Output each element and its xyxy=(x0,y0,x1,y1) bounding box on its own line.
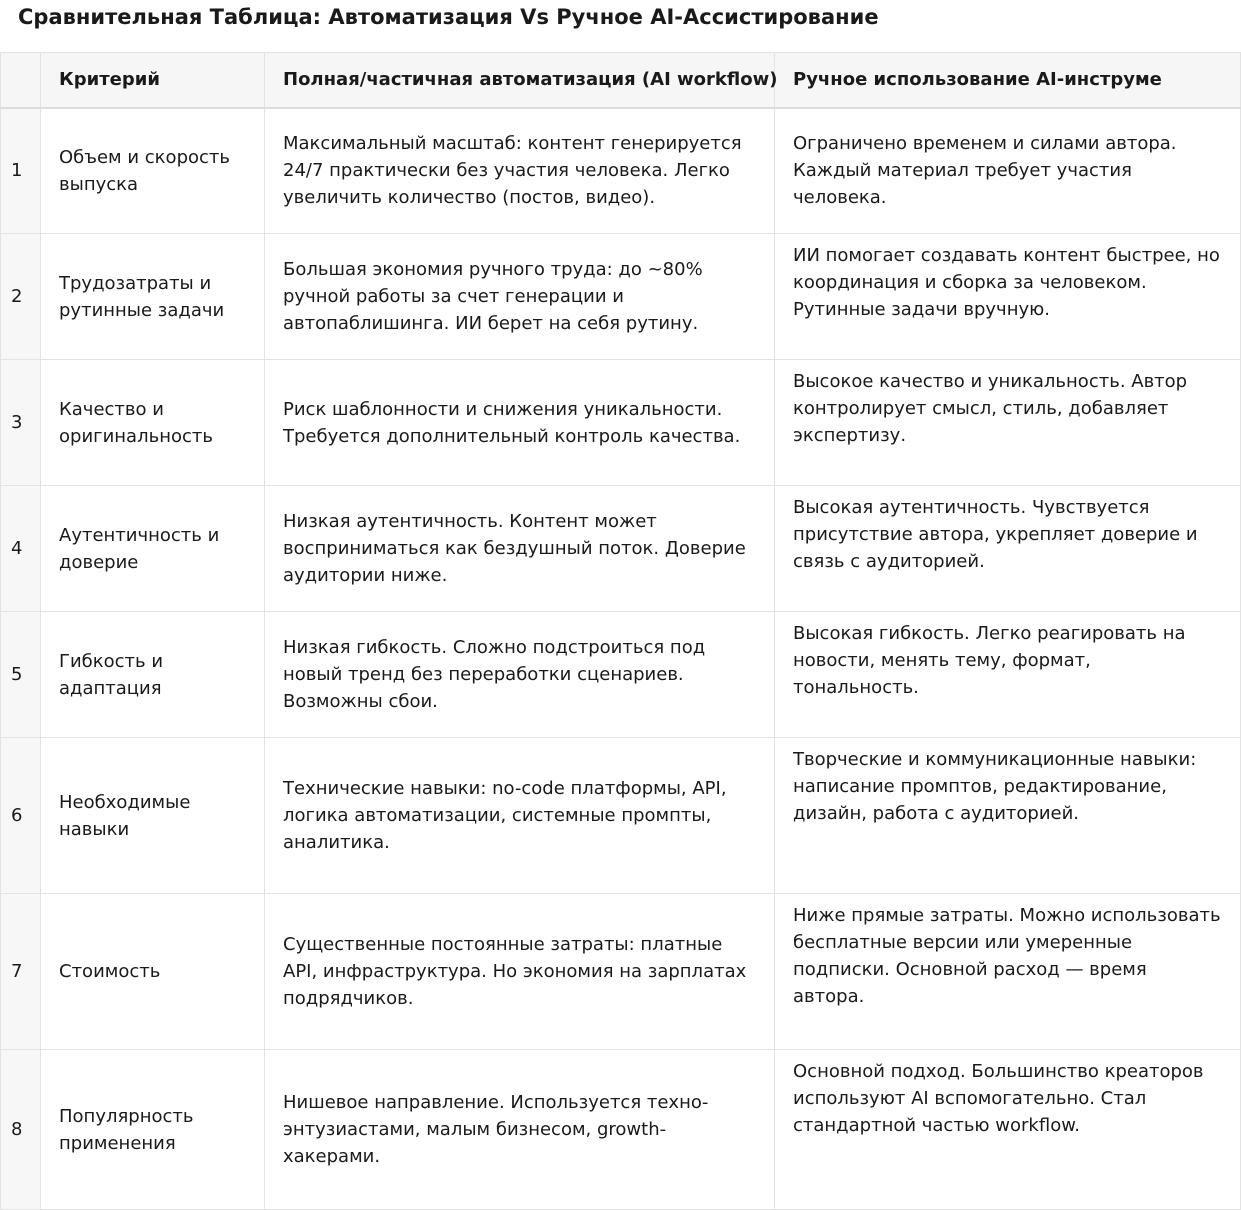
header-automation: Полная/частичная автоматизация (AI workflow) xyxy=(265,53,775,108)
row-manual: Высокое качество и уникальность. Автор контролирует смысл, стиль, добавляет экспертизу. xyxy=(775,360,1241,486)
row-manual: Высокая аутентичность. Чувствуется присутствие автора, укрепляет доверие и связь с аудиторией. xyxy=(775,486,1241,612)
row-criterion: Необходимые навыки xyxy=(41,738,265,894)
row-criterion: Стоимость xyxy=(41,894,265,1050)
row-number: 4 xyxy=(1,486,41,612)
table-row xyxy=(1,1050,1241,1210)
table-row xyxy=(1,738,1241,894)
row-number: 2 xyxy=(1,234,41,360)
row-number: 5 xyxy=(1,612,41,738)
row-automation: Технические навыки: no-code платформы, API, логика автоматизации, системные промпты, аналитика. xyxy=(265,738,775,894)
row-criterion: Популярность применения xyxy=(41,1050,265,1210)
table-row xyxy=(1,612,1241,738)
row-criterion: Объем и скорость выпуска xyxy=(41,108,265,234)
row-criterion: Гибкость и адаптация xyxy=(41,612,265,738)
header-manual: Ручное использование AI-инструме xyxy=(775,53,1241,108)
row-automation: Низкая гибкость. Сложно подстроиться под новый тренд без переработки сценариев. Возможны сбои. xyxy=(265,612,775,738)
row-number: 6 xyxy=(1,738,41,894)
row-manual: Высокая гибкость. Легко реагировать на новости, менять тему, формат, тональность. xyxy=(775,612,1241,738)
table-row xyxy=(1,108,1241,234)
row-number: 3 xyxy=(1,360,41,486)
row-automation: Существенные постоянные затраты: платные API, инфраструктура. Но экономия на зарплатах подрядчиков. xyxy=(265,894,775,1050)
row-automation: Риск шаблонности и снижения уникальности. Требуется дополнительный контроль качества. xyxy=(265,360,775,486)
table-row xyxy=(1,234,1241,360)
row-manual: Творческие и коммуникационные навыки: написание промптов, редактирование, дизайн, работа с аудиторией. xyxy=(775,738,1241,894)
row-automation: Низкая аутентичность. Контент может восприниматься как бездушный поток. Доверие аудитории ниже. xyxy=(265,486,775,612)
header-number xyxy=(1,53,41,108)
row-number: 7 xyxy=(1,894,41,1050)
table-header-row xyxy=(1,53,1241,108)
table-row xyxy=(1,894,1241,1050)
row-number: 8 xyxy=(1,1050,41,1210)
row-manual: ИИ помогает создавать контент быстрее, но координация и сборка за человеком. Рутинные задачи вручную. xyxy=(775,234,1241,360)
row-criterion: Качество и оригинальность xyxy=(41,360,265,486)
comparison-table xyxy=(0,52,1241,1210)
comparison-table-container[interactable] xyxy=(0,52,1221,1210)
row-criterion: Аутентичность и доверие xyxy=(41,486,265,612)
table-row xyxy=(1,360,1241,486)
page-title: Сравнительная Таблица: Автоматизация Vs Ручное AI-Ассистирование xyxy=(18,5,879,29)
row-number: 1 xyxy=(1,108,41,234)
header-criterion: Критерий xyxy=(41,53,265,108)
row-automation: Большая экономия ручного труда: до ~80% ручной работы за счет генерации и автопаблишинга. ИИ берет на себя рутину. xyxy=(265,234,775,360)
table-row xyxy=(1,486,1241,612)
row-manual: Ниже прямые затраты. Можно использовать бесплатные версии или умеренные подписки. Основной расход — время автора. xyxy=(775,894,1241,1050)
row-automation: Максимальный масштаб: контент генерируется 24/7 практически без участия человека. Легко увеличить количество (постов, видео). xyxy=(265,108,775,234)
row-manual: Ограничено временем и силами автора. Каждый материал требует участия человека. xyxy=(775,108,1241,234)
row-manual: Основной подход. Большинство креаторов используют AI вспомогательно. Стал стандартной частью workflow. xyxy=(775,1050,1241,1210)
row-criterion: Трудозатраты и рутинные задачи xyxy=(41,234,265,360)
row-automation: Нишевое направление. Используется техно-энтузиастами, малым бизнесом, growth-хакерами. xyxy=(265,1050,775,1210)
